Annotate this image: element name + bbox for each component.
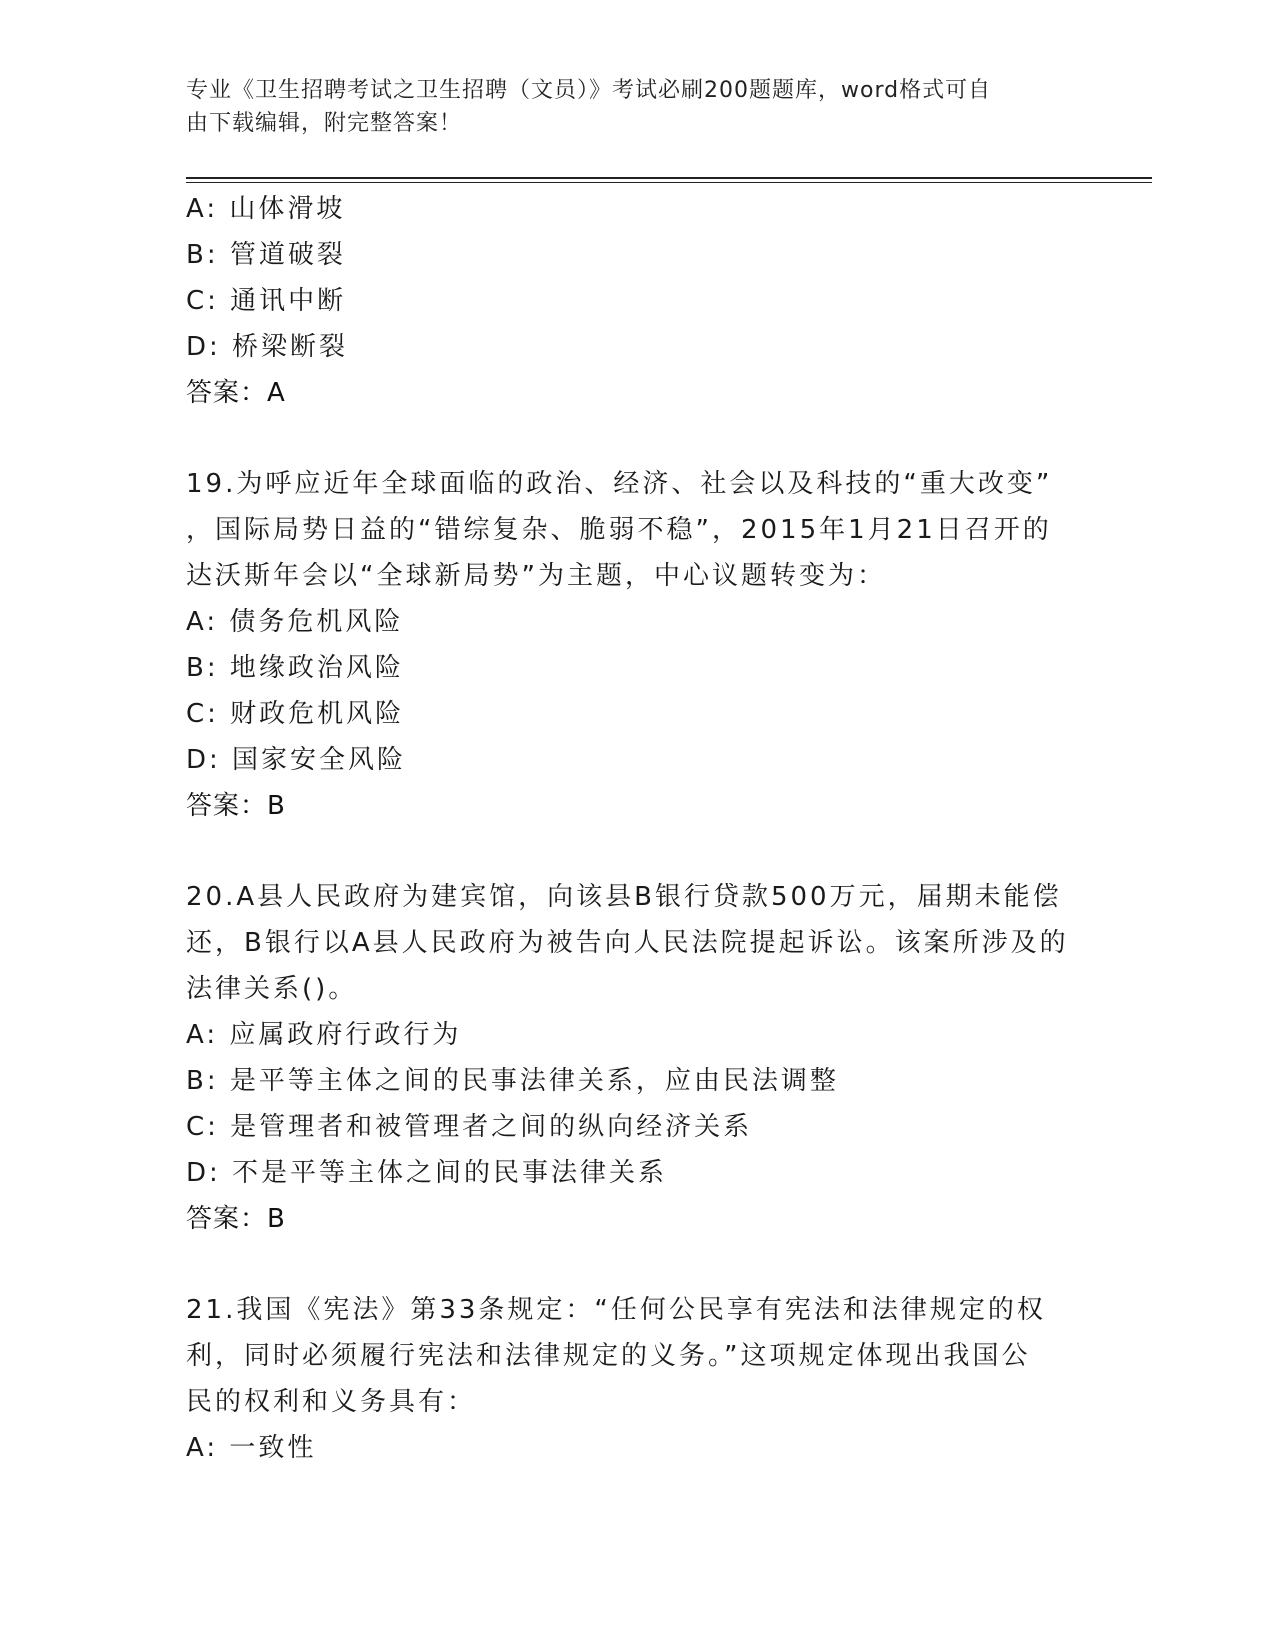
option-b: B: 管道破裂 [186, 240, 346, 270]
option-a: A: 山体滑坡 [186, 194, 346, 224]
option-a: A: 一致性 [186, 1433, 317, 1463]
question-19-text-line-2: ，国际局势日益的“错综复杂、脆弱不稳”，2015年1月21日召开的 [186, 515, 1052, 545]
header-rule-thick [186, 177, 1152, 179]
header-line-1: 专业《卫生招聘考试之卫生招聘（文员）》考试必刷200题题库，word格式可自 [186, 78, 992, 103]
document-header [186, 74, 1066, 140]
option-c: C: 财政危机风险 [186, 699, 405, 729]
question-21-text-line-2: 利，同时必须履行宪法和法律规定的义务。”这项规定体现出我国公 [186, 1341, 1031, 1371]
option-a: A: 债务危机风险 [186, 607, 404, 637]
spacer [186, 829, 1086, 874]
question-19-block [186, 461, 1086, 829]
option-d: D: 不是平等主体之间的民事法律关系 [186, 1158, 668, 1188]
header-rule-thin [186, 182, 1152, 183]
option-c: C: 通讯中断 [186, 286, 347, 316]
option-b: B: 地缘政治风险 [186, 653, 404, 683]
answer-line: 答案：B [186, 791, 286, 821]
question-20-text-line-1: 20.A县人民政府为建宾馆，向该县B银行贷款500万元，届期未能偿 [186, 882, 1062, 912]
spacer [186, 1242, 1086, 1287]
header-line-2: 由下载编辑，附完整答案！ [186, 111, 463, 136]
option-a: A: 应属政府行政行为 [186, 1020, 462, 1050]
question-20-text-line-2: 还，B银行以A县人民政府为被告向人民法院提起诉讼。该案所涉及的 [186, 928, 1069, 958]
question-content [186, 186, 1086, 1471]
answer-line: 答案：B [186, 1204, 286, 1234]
question-21-text-line-3: 民的权利和义务具有： [186, 1387, 477, 1417]
spacer [186, 416, 1086, 461]
question-19-text-line-1: 19.为呼应近年全球面临的政治、经济、社会以及科技的“重大改变” [186, 469, 1053, 499]
option-c: C: 是管理者和被管理者之间的纵向经济关系 [186, 1112, 753, 1142]
question-20-block [186, 874, 1086, 1242]
question-21-text-line-1: 21.我国《宪法》第33条规定：“任何公民享有宪法和法律规定的权 [186, 1295, 1046, 1325]
option-d: D: 桥梁断裂 [186, 332, 349, 362]
question-21-block [186, 1287, 1086, 1471]
question-18-block [186, 186, 1086, 416]
option-d: D: 国家安全风险 [186, 745, 407, 775]
answer-line: 答案：A [186, 378, 286, 408]
option-b: B: 是平等主体之间的民事法律关系，应由民法调整 [186, 1066, 839, 1096]
question-20-text-line-3: 法律关系()。 [186, 974, 358, 1004]
question-19-text-line-3: 达沃斯年会以“全球新局势”为主题，中心议题转变为： [186, 561, 886, 591]
